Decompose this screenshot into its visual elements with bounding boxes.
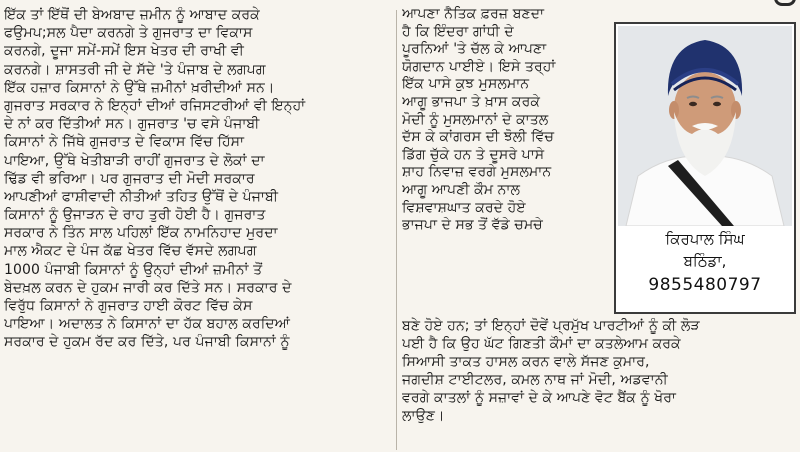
- text-line: ਆਗੂ ਆਪਣੀ ਕੌਮ ਨਾਲ: [402, 181, 521, 198]
- author-caption: [616, 228, 794, 298]
- text-line: ਪੂਰਨਿਆਂ 'ਤੇ ਚੱਲ ਕੇ ਆਪਣਾ: [402, 41, 547, 58]
- text-line: ਯੋਗਦਾਨ ਪਾਈਏ। ਇਸੇ ਤਰ੍ਹਾਂ: [402, 58, 556, 75]
- text-line: ਡਿੱਗ ਚੁੱਕੇ ਹਨ ਤੇ ਦੂਸਰੇ ਪਾਸੇ: [402, 146, 545, 163]
- text-line: ਢਿੱਡ ਵੀ ਭਰਿਆ। ਪਰ ਗੁਜਰਾਤ ਦੀ ਮੋਦੀ ਸਰਕਾਰ: [4, 170, 255, 187]
- text-line: ਗੁਜਰਾਤ ਸਰਕਾਰ ਨੇ ਇਨ੍ਹਾਂ ਦੀਆਂ ਰਜਿਸਟਰੀਆਂ ਵੀ ਇਨ੍ਹਾਂ: [4, 97, 306, 114]
- text-line: ਕਿਸਾਨਾਂ ਨੇ ਜਿੱਥੇ ਗੁਜਰਾਤ ਦੇ ਵਿਕਾਸ ਵਿੱਚ ਹਿੱਸਾ: [4, 134, 245, 151]
- author-phone: 9855480797: [648, 275, 762, 295]
- text-line: ਵਿਰੁੱਧ ਕਿਸਾਨਾਂ ਨੇ ਗੁਜਰਾਤ ਹਾਈ ਕੋਰਟ ਵਿੱਚ ਕੇਸ: [4, 298, 253, 314]
- text-line: ਇੱਕ ਤਾਂ ਇੱਥੋਂ ਦੀ ਬੇਅਬਾਦ ਜ਼ਮੀਨ ਨੂੰ ਆਬਾਦ ਕਰਕੇ: [4, 7, 260, 23]
- article-column-right-bottom: [402, 317, 794, 452]
- text-line: ਸ਼ਾਹ ਨਿਵਾਜ਼ ਵਰਗੇ ਮੁਸਲਮਾਨ: [402, 164, 552, 181]
- text-line: ਆਪਣਾ ਨੈਤਿਕ ਫ਼ਰਜ਼ ਬਣਦਾ: [402, 6, 545, 22]
- author-photo-box: [614, 22, 796, 314]
- text-line: ਮਾਲ ਐਕਟ ਦੇ ਪੰਜ ਕੱਛ ਖੇਤਰ ਵਿੱਚ ਵੱਸਦੇ ਲਗਪਗ: [4, 243, 257, 260]
- text-line: ਦੇ ਨਾਂ ਕਰ ਦਿੱਤੀਆਂ ਸਨ। ਗੁਜਰਾਤ 'ਚ ਵਸੇ ਪੰਜਾਬੀ: [4, 116, 260, 133]
- text-line: ਆਪਣੀਆਂ ਫਾਸ਼ੀਵਾਦੀ ਨੀਤੀਆਂ ਤਹਿਤ ਉੱਥੋਂ ਦੇ ਪੰਜਾਬੀ: [4, 188, 279, 205]
- column-divider: [396, 10, 397, 450]
- author-name: ਕਿਰਪਾਲ ਸਿੰਘ: [665, 230, 745, 248]
- text-line: ਹੈ ਕਿ ਇੰਦਰਾ ਗਾਂਧੀ ਦੇ: [402, 23, 514, 40]
- article-column-right-top: [402, 6, 610, 306]
- text-line: ਬਣੇ ਹੋਏ ਹਨ; ਤਾਂ ਇਨ੍ਹਾਂ ਦੋਵੇਂ ਪ੍ਰਮੁੱਖ ਪਾਰਟੀਆਂ ਨੂੰ ਕੀ ਲੋੜ: [402, 318, 700, 334]
- text-line: ਕਰਨਗੇ। ਸ਼ਾਸਤਰੀ ਜੀ ਦੇ ਸੱਦੇ 'ਤੇ ਪੰਜਾਬ ਦੇ ਲਗਪਗ: [4, 61, 266, 78]
- article-column-left: [4, 6, 392, 452]
- text-line: ਇੱਕ ਪਾਸੇ ਕੁਝ ਮੁਸਲਮਾਨ: [402, 76, 530, 93]
- text-line: 1000 ਪੰਜਾਬੀ ਕਿਸਾਨਾਂ ਨੂੰ ਉਨ੍ਹਾਂ ਦੀਆਂ ਜ਼ਮੀਨਾਂ ਤੋਂ: [4, 261, 263, 278]
- author-place: ਬਠਿੰਡਾ,: [683, 252, 727, 270]
- text-line: ਮੋਦੀ ਨੂੰ ਮੁਸਲਮਾਨਾਂ ਦੇ ਕਾਤਲ: [402, 111, 549, 128]
- text-line: ਆਗੂ ਭਾਜਪਾ ਤੇ ਖ਼ਾਸ ਕਰਕੇ: [402, 93, 541, 110]
- text-line: ਜਗਦੀਸ਼ ਟਾਈਟਲਰ, ਕਮਲ ਨਾਥ ਜਾਂ ਮੋਦੀ, ਅਡਵਾਨੀ: [402, 372, 668, 388]
- text-line: ਕਰਨਗੇ, ਦੂਜਾ ਸਮੇਂ-ਸਮੇਂ ਇਸ ਖੇਤਰ ਦੀ ਰਾਖੀ ਵੀ: [4, 43, 244, 60]
- text-line: ਸਰਕਾਰ ਦੇ ਹੁਕਮ ਰੱਦ ਕਰ ਦਿੱਤੇ, ਪਰ ਪੰਜਾਬੀ ਕਿਸਾਨਾਂ ਨੂੰ: [4, 334, 290, 351]
- text-line: ਸਿਆਸੀ ਤਾਕਤ ਹਾਸਲ ਕਰਨ ਵਾਲੇ ਸੱਜਣ ਕੁਮਾਰ,: [402, 354, 650, 370]
- author-portrait: [618, 26, 792, 226]
- text-line: ਵਿਸ਼ਵਾਸ਼ਘਾਤ ਕਰਦੇ ਹੋਏ: [402, 199, 526, 216]
- text-line: ਇੱਕ ਹਜ਼ਾਰ ਕਿਸਾਨਾਂ ਨੇ ਉੱਥੇ ਜ਼ਮੀਨਾਂ ਖ਼ਰੀਦੀਆਂ ਸਨ।: [4, 79, 275, 96]
- text-line: ਪਈ ਹੈ ਕਿ ਉਹ ਘੱਟ ਗਿਣਤੀ ਕੌਮਾਂ ਦਾ ਕਤਲੇਆਮ ਕਰਕੇ: [402, 336, 681, 352]
- text-line: ਦੱਸ ਕੇ ਕਾਂਗਰਸ ਦੀ ਝੋਲੀ ਵਿੱਚ: [402, 129, 555, 146]
- text-line: ਵਰਗੇ ਕਾਤਲਾਂ ਨੂੰ ਸਜ਼ਾਵਾਂ ਦੇ ਕੇ ਆਪਣੇ ਵੋਟ ਬੈਂਕ ਨੂੰ ਖੋਰਾ: [402, 390, 676, 406]
- text-line: ਕਿਸਾਨਾਂ ਨੂੰ ਉਜਾੜਨ ਦੇ ਰਾਹ ਤੁਰੀ ਹੋਈ ਹੈ। ਗੁਜਰਾਤ: [4, 207, 266, 224]
- text-line: ਸਰਕਾਰ ਨੇ ਤਿੰਨ ਸਾਲ ਪਹਿਲਾਂ ਇੱਕ ਨਾਮਨਿਹਾਦ ਮੁਰਦਾ: [4, 225, 278, 242]
- header-decoration: [774, 0, 796, 6]
- text-line: ਫਉਮਪ;ਸਲ ਪੈਦਾ ਕਰਨਗੇ ਤੇ ਗੁਜਰਾਤ ਦਾ ਵਿਕਾਸ: [4, 25, 253, 42]
- portrait-illustration: [618, 26, 792, 226]
- text-line: ਪਾਇਆ। ਅਦਾਲਤ ਨੇ ਕਿਸਾਨਾਂ ਦਾ ਹੱਕ ਬਹਾਲ ਕਰਦਿਆਂ: [4, 316, 290, 333]
- text-line: ਭਾਜਪਾ ਦੇ ਸਭ ਤੋਂ ਵੱਡੇ ਚਮਚੇ: [402, 217, 543, 234]
- text-line: ਪਾਇਆ, ਉੱਥੇ ਖੇਤੀਬਾੜੀ ਰਾਹੀਂ ਗੁਜਰਾਤ ਦੇ ਲੋਕਾਂ ਦਾ: [4, 152, 265, 169]
- text-line: ਲਾਉਣ।: [402, 408, 445, 424]
- text-line: ਬੇਦਖ਼ਲ ਕਰਨ ਦੇ ਹੁਕਮ ਜਾਰੀ ਕਰ ਦਿੱਤੇ ਸਨ। ਸਰਕਾਰ ਦੇ: [4, 279, 292, 296]
